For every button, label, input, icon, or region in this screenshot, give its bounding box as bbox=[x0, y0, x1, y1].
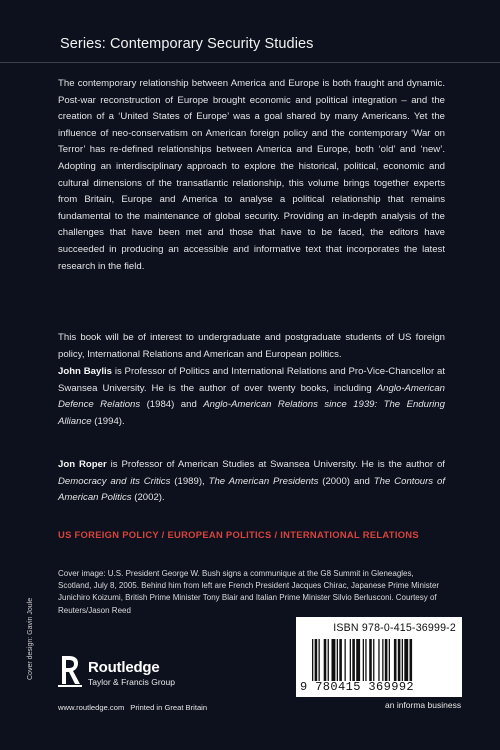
publisher-brand bbox=[88, 659, 175, 687]
author-name: John Baylis bbox=[58, 366, 112, 377]
book-title: Anglo-American Relations since 1939: The Enduring Alliance bbox=[58, 399, 445, 427]
book-title: The Contours of American Politics bbox=[58, 475, 445, 504]
bio-text: (2002). bbox=[131, 492, 165, 504]
blurb-paragraph bbox=[58, 76, 445, 275]
informa-tagline: an informa business bbox=[385, 700, 462, 710]
audience-text: This book will be of interest to undergraduate and postgraduate students of US foreign policy, International Relations and American and European politics. bbox=[58, 332, 445, 360]
book-title: Democracy and its Critics bbox=[58, 475, 171, 487]
author-bio-baylis bbox=[58, 364, 445, 430]
subject-categories: US FOREIGN POLICY / EUROPEAN POLITICS / INTERNATIONAL RELATIONS bbox=[58, 529, 419, 540]
bio-text: (2000) and bbox=[318, 475, 374, 487]
bio-text: (1989), bbox=[170, 475, 209, 487]
bio-text: (1994). bbox=[91, 415, 125, 427]
bio-text: (1984) and bbox=[140, 399, 204, 411]
isbn-label: ISBN 978-0-415-36999-2 bbox=[333, 622, 456, 634]
bio-text: is Professor of American Studies at Swansea University. He is the author of bbox=[106, 459, 445, 470]
audience-paragraph bbox=[58, 330, 445, 363]
header-rule bbox=[0, 62, 500, 63]
barcode-digits: 9 780415 369992 bbox=[300, 680, 415, 694]
series-title: Series: Contemporary Security Studies bbox=[60, 36, 314, 52]
cover-design-credit: Cover design: Gavin Joule bbox=[27, 597, 34, 680]
cover-caption: Cover image: U.S. President George W. Bush signs a communique at the G8 Summit in Gleneagles, Scotland, July 8, 2005. Behind him from left are French President Jacques Chirac, Japanese Prime Minister Junichiro Koizumi, British Prime Minister Tony Blair and Italian Prime Minister Silvio Berlusconi. Courtesy of Reuters/Jason Reed bbox=[58, 569, 440, 615]
barcode-panel bbox=[296, 617, 462, 697]
bio-text: is Professor of Politics and International Relations and Pro-Vice-Chancellor at Swansea University. He is the author of over twenty books, including bbox=[58, 366, 445, 394]
routledge-logo-icon bbox=[58, 654, 82, 688]
publisher-footer bbox=[58, 703, 207, 712]
blurb-text: The contemporary relationship between America and Europe is both fraught and dynamic. Post-war reconstruction of Europe brought economic and political integration – and the creation of a ‘United States of Europe’ was a goal shared by many Americans. Yet the influence of neo-conservatism on American foreign policy and the contemporary ‘War on Terror’ has re-defined relationships between America and Europe, both ‘old’ and ‘new’. Adopting an interdisciplinary approach to explore the historical, political, economic and cultural dimensions of the transatlantic relationship, this volume brings together experts from Britain, Europe and America to analyse a political relationship that remains fundamental to the maintenance of global security. Providing an in-depth analysis of the challenges that have been met and those that have to be faced, the editors have succeeded in producing an accessible and informative text that incorporates the latest research in the field. bbox=[58, 78, 445, 272]
printed-in: Printed in Great Britain bbox=[130, 703, 208, 712]
barcode-icon bbox=[310, 639, 458, 681]
book-title: The American Presidents bbox=[208, 475, 319, 487]
author-bio-roper bbox=[58, 457, 445, 507]
book-title: Anglo-American Defence Relations bbox=[58, 382, 445, 411]
publisher-name: Routledge bbox=[88, 659, 160, 676]
publisher-group: Taylor & Francis Group bbox=[88, 677, 175, 687]
publisher-url: www.routledge.com bbox=[58, 703, 125, 712]
author-name: Jon Roper bbox=[58, 459, 107, 470]
